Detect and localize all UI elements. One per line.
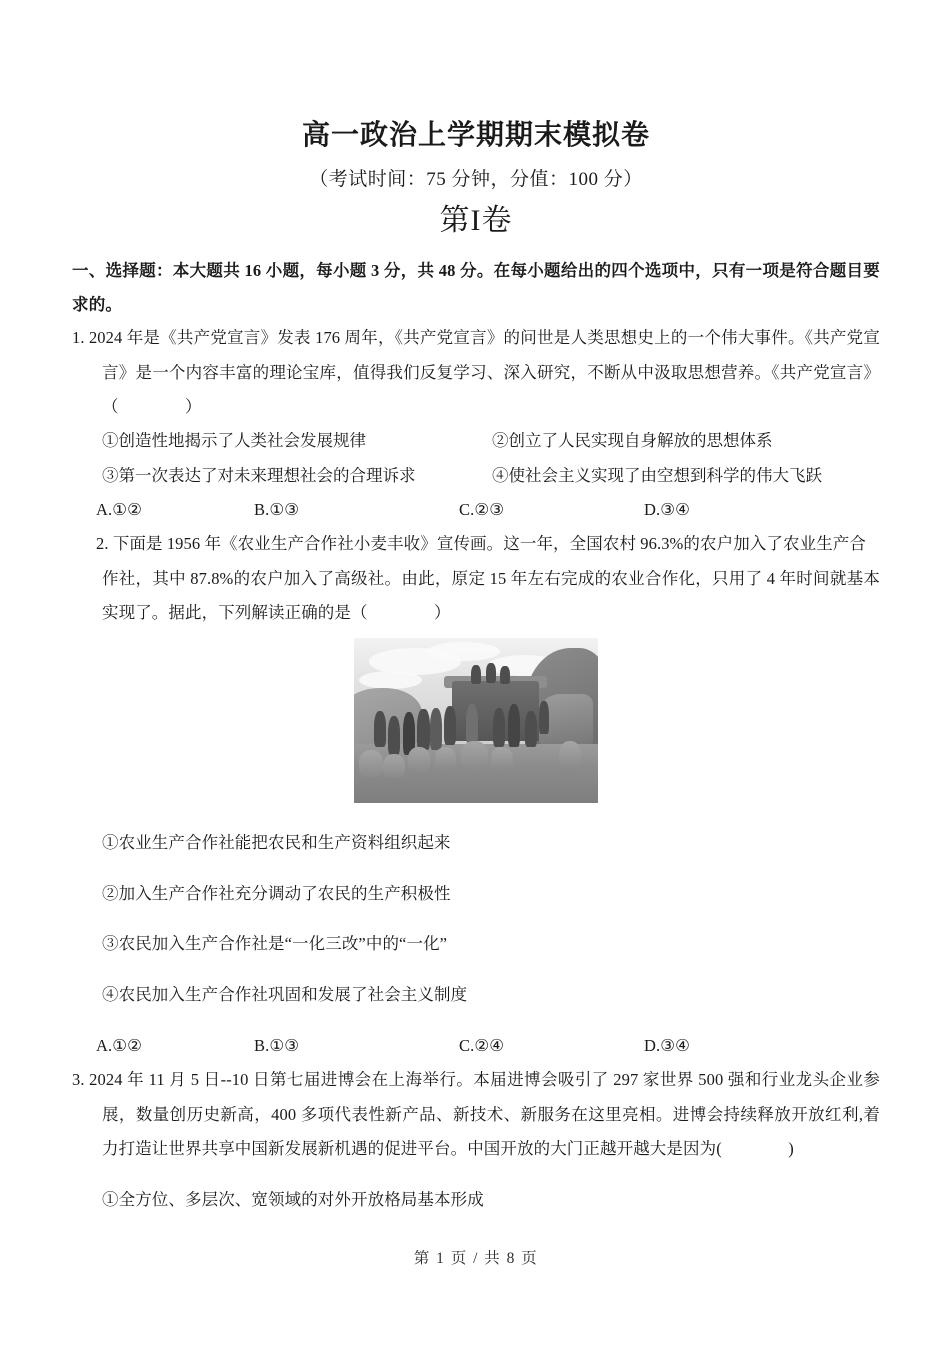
section-instructions: 一、选择题：本大题共 16 小题，每小题 3 分，共 48 分。在每小题给出的四个选项中，只有一项是符合题目要求的。	[72, 260, 880, 314]
question-2-statement-3: ③农民加入生产合作社是“一化三改”中的“一化”	[102, 934, 448, 954]
question-3-stem	[72, 1063, 880, 1166]
poster-figure-person	[500, 666, 510, 684]
question-2-option-d[interactable]: D.③④	[644, 1035, 691, 1055]
question-1-statement-3: ③第一次表达了对未来理想社会的合理诉求	[102, 465, 416, 485]
poster-figure-person	[525, 711, 537, 747]
poster-figure-person	[430, 708, 442, 751]
question-2-statement-4: ④农民加入生产合作社巩固和发展了社会主义制度	[102, 985, 468, 1005]
page-title: 高一政治上学期期末模拟卷	[301, 119, 650, 150]
poster-figure-person	[466, 704, 478, 744]
question-2-option-a[interactable]: A.①②	[96, 1035, 143, 1055]
question-2-answer-options	[72, 1029, 880, 1063]
question-1-number: 1.	[72, 328, 85, 348]
exam-info-subtitle: （考试时间：75 分钟，分值：100 分）	[309, 168, 643, 190]
poster-figure-person	[539, 701, 549, 734]
poster-figure-person	[444, 706, 456, 746]
poster-grain-sack	[383, 754, 405, 779]
question-1-option-b[interactable]: B.①③	[254, 499, 300, 519]
question-1-stem	[72, 321, 880, 424]
question-1-option-c[interactable]: C.②③	[459, 499, 505, 519]
volume-heading: 第I卷	[439, 204, 513, 238]
question-2-statement-1: ①农业生产合作社能把农民和生产资料组织起来	[102, 832, 451, 852]
poster-figure-person	[486, 663, 496, 683]
question-1-option-d[interactable]: D.③④	[644, 499, 691, 519]
question-2-stem-line-2: 作社，其中 87.8%的农户加入了高级社。由此，原定 15 年左右完成的农业合作化，只用了 4 年时间就基本实现了。据此，下列解读正确的是（ ）	[102, 568, 880, 622]
question-1-statements-row-1	[72, 424, 880, 458]
question-1-text: 2024 年是《共产党宣言》发表 176 周年，《共产党宣言》的问世是人类思想史上的一个伟大事件。《共产党宣言》是一个内容丰富的理论宝库，值得我们反复学习、深入研究，不断从中汲取思想营养。《共产党宣言》（ ）	[88, 328, 880, 417]
question-2-statement-2: ②加入生产合作社充分调动了农民的生产积极性	[102, 883, 451, 903]
question-2	[72, 527, 880, 1063]
question-2-stem-line-1	[72, 527, 880, 561]
question-1-statement-2: ②创立了人民实现自身解放的思想体系	[492, 431, 773, 451]
poster-figure-person	[471, 665, 481, 685]
propaganda-poster-image	[354, 638, 598, 803]
question-1-statement-4: ④使社会主义实现了由空想到科学的伟大飞跃	[492, 465, 822, 485]
question-2-option-b[interactable]: B.①③	[254, 1035, 300, 1055]
poster-grain-sack	[461, 741, 488, 771]
poster-grain-sack	[559, 741, 581, 769]
question-1	[72, 321, 880, 527]
poster-figure-person	[508, 704, 520, 747]
poster-figure-person	[388, 716, 400, 756]
poster-grain-sack	[435, 747, 457, 770]
question-2-text-1: 下面是 1956 年《农业生产合作社小麦丰收》宣传画。这一年，全国农村 96.3%的农户加入了农业生产合	[112, 534, 867, 554]
poster-grain-sack	[359, 750, 383, 776]
poster-grain-sack	[408, 747, 430, 772]
question-3-statement-1: ①全方位、多层次、宽领域的对外开放格局基本形成	[102, 1189, 484, 1209]
poster-figure-person	[417, 709, 429, 750]
poster-figure-person	[374, 711, 386, 747]
question-1-answer-options	[72, 493, 880, 527]
question-1-statements-row-2	[72, 459, 880, 493]
question-3-text: 2024 年 11 月 5 日--10 日第七届进博会在上海举行。本届进博会吸引了 297 家世界 500 强和行业龙头企业参展，数量创历史新高，400 多项代表性新产品、新技术、新服务在这里亮相。进博会持续释放开放红利,着力打造让世界共享中国新发展新机遇的促进平台。中国开放的大门正越开越大是因为( )	[89, 1070, 880, 1158]
question-3	[72, 1063, 880, 1217]
question-1-statement-1: ①创造性地揭示了人类社会发展规律	[102, 431, 366, 451]
page-footer: 第 1 页 / 共 8 页	[413, 1250, 539, 1267]
question-3-number: 3.	[72, 1070, 85, 1090]
poster-grain-sack	[491, 747, 513, 770]
question-2-number: 2.	[96, 534, 109, 554]
question-2-figure	[72, 630, 880, 809]
question-1-option-a[interactable]: A.①②	[96, 499, 143, 519]
question-2-option-c[interactable]: C.②④	[459, 1035, 505, 1055]
poster-figure-person	[493, 708, 505, 748]
